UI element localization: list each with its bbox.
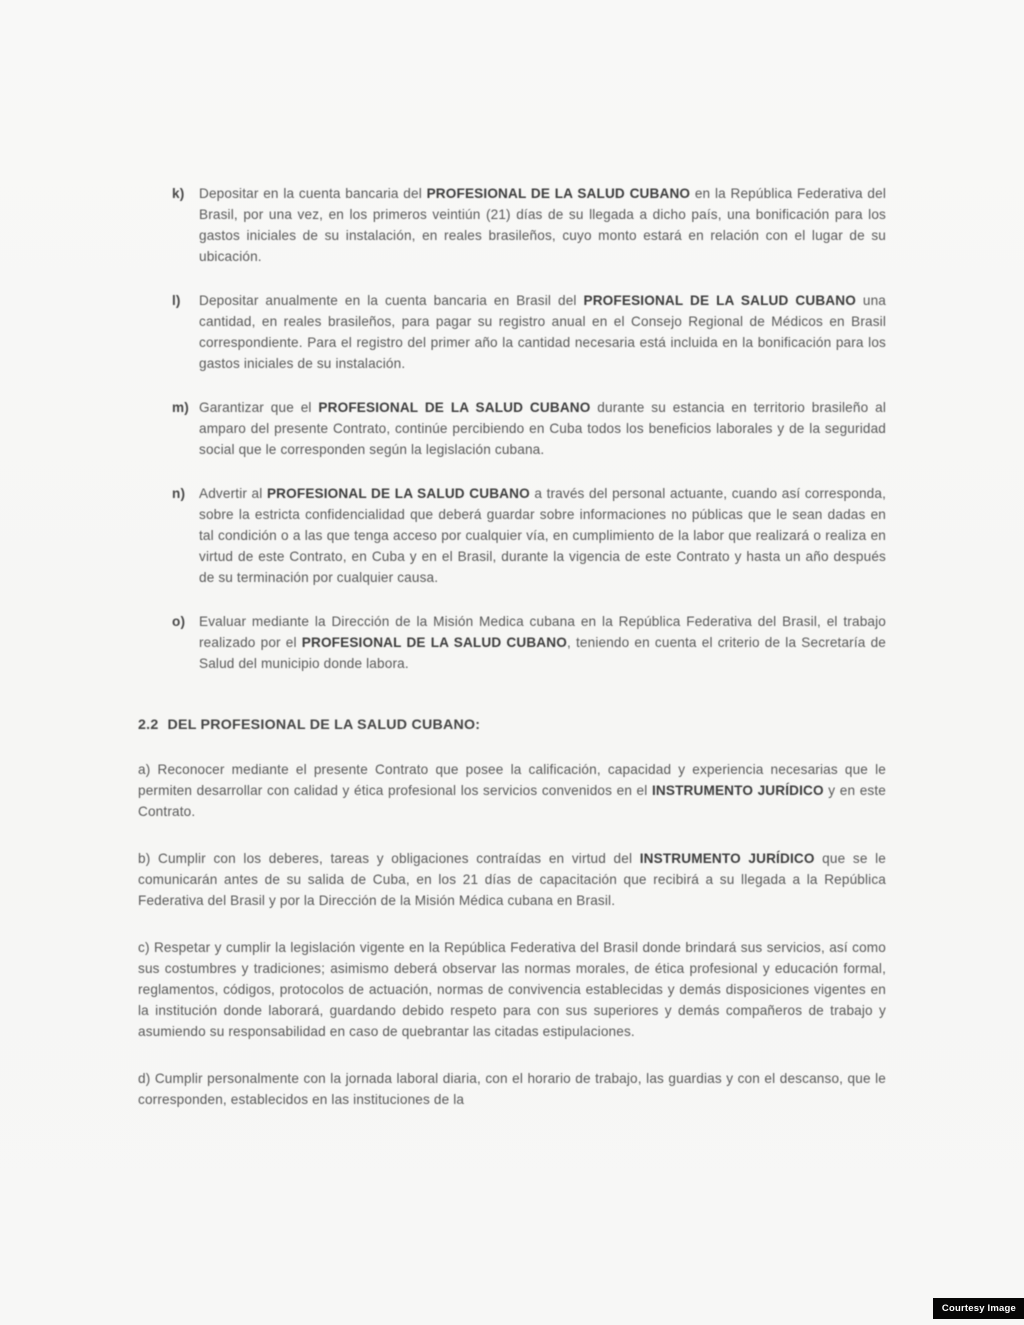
paragraph: [138, 848, 886, 911]
text-run: en la República Federativa del Brasil, por una vez, en los primeros veintiún (21) días de su llegada a dicho país, una bonificación para los gastos iniciales de su instalación, en reales brasileños, cuyo monto estará en relación con el lugar de su ubicación.: [199, 186, 886, 264]
contract-body: [138, 183, 886, 1136]
bold-text-run: PROFESIONAL DE LA SALUD CUBANO: [583, 293, 856, 308]
clause-letter: n): [172, 486, 186, 501]
text-run: d) Cumplir personalmente con la jornada laboral diaria, con el horario de trabajo, las guardias y con el descanso, que le corresponden, establecidos en las instituciones de la: [138, 1071, 886, 1107]
text-run: una cantidad, en reales brasileños, para pagar su registro anual en el Consejo Regional de Médicos en Brasil correspondiente. Para el registro del primer año la cantidad necesaria está incluida en la bonificación para los gastos iniciales de su instalación.: [199, 293, 886, 371]
credit-badge: [933, 1298, 1024, 1319]
section-number: 2.2: [138, 717, 159, 733]
text-run: que se le comunicarán antes de su salida de Cuba, en los 21 días de capacitación que recibirá a su llegada a la República Federativa del Brasil y por la Dirección de la Misión Médica cubana en Brasil.: [138, 851, 887, 908]
clause-text: [199, 397, 886, 460]
clause-letter: o): [172, 614, 186, 629]
clause-item: [172, 483, 886, 588]
clause-text: [199, 611, 886, 674]
clause-letter: m): [172, 400, 189, 415]
clause-item: [172, 611, 886, 674]
clause-item: [172, 397, 886, 460]
paragraph: [138, 1068, 886, 1110]
text-run: a través del personal actuante, cuando así corresponda, sobre la estricta confidencialidad que deberá guardar sobre informaciones no públicas que le sean dadas en tal condición o a las que tenga acceso por cualquier vía, en cumplimiento de la labor que realizará o realiza en virtud de este Contrato, en Cuba y en el Brasil, durante la vigencia de este Contrato y hasta un año después de su terminación por cualquier causa.: [199, 486, 886, 585]
text-run: durante su estancia en territorio brasileño al amparo del presente Contrato, continúe percibiendo en Cuba todos los beneficios laborales y de la seguridad social que le corresponden según la legislación cubana.: [199, 400, 886, 457]
clause-text: [199, 183, 886, 267]
text-run: , teniendo en cuenta el criterio de la Secretaría de Salud del municipio donde labora.: [199, 635, 886, 671]
text-run: b) Cumplir con los deberes, tareas y obligaciones contraídas en virtud del: [138, 851, 640, 866]
bold-text-run: PROFESIONAL DE LA SALUD CUBANO: [426, 186, 691, 201]
bold-text-run: PROFESIONAL DE LA SALUD CUBANO: [301, 635, 567, 650]
section-heading: [138, 715, 886, 736]
text-run: Depositar en la cuenta bancaria del: [199, 186, 427, 201]
text-run: Advertir al: [199, 486, 267, 501]
paragraph: [138, 759, 886, 822]
bold-text-run: INSTRUMENTO JURÍDICO: [639, 851, 815, 866]
text-run: Evaluar mediante la Dirección de la Misión Medica cubana en la República Federativa del Brasil, el trabajo realizado por el: [199, 614, 886, 650]
clause-letter: k): [172, 186, 185, 201]
bold-text-run: PROFESIONAL DE LA SALUD CUBANO: [318, 400, 591, 415]
clause-list: [138, 183, 886, 674]
clause-letter: l): [172, 293, 181, 308]
paragraph-list: [138, 759, 886, 1110]
text-run: c) Respetar y cumplir la legislación vigente en la República Federativa del Brasil donde brindará sus servicios, así como sus costumbres y tradiciones; asimismo deberá observar las normas morales, de ética profesional y educación formal, reglamentos, códigos, protocolos de actuación, normas de convivencia establecidas y demás disposiciones vigentes en la institución donde laborará, guardando debido respeto para con sus superiores y demás compañeros de trabajo y asumiendo su responsabilidad en caso de quebrantar las citadas estipulaciones.: [138, 940, 886, 1039]
clause-item: [172, 183, 886, 267]
clause-text: [199, 290, 886, 374]
text-run: y en este Contrato.: [138, 783, 886, 819]
bold-text-run: PROFESIONAL DE LA SALUD CUBANO: [266, 486, 530, 501]
text-run: Garantizar que el: [199, 400, 319, 415]
clause-text: [199, 483, 886, 588]
credit-badge-label: Courtesy Image: [941, 1303, 1016, 1314]
section-title: DEL PROFESIONAL DE LA SALUD CUBANO:: [167, 717, 481, 733]
text-run: Depositar anualmente en la cuenta bancaria en Brasil del: [199, 293, 584, 308]
text-run: a) Reconocer mediante el presente Contrato que posee la calificación, capacidad y experiencia necesarias que le permiten desarrollar con calidad y ética profesional los servicios convenidos en el: [138, 762, 886, 798]
paragraph: [138, 937, 886, 1042]
bold-text-run: INSTRUMENTO JURÍDICO: [651, 783, 824, 798]
clause-item: [172, 290, 886, 374]
